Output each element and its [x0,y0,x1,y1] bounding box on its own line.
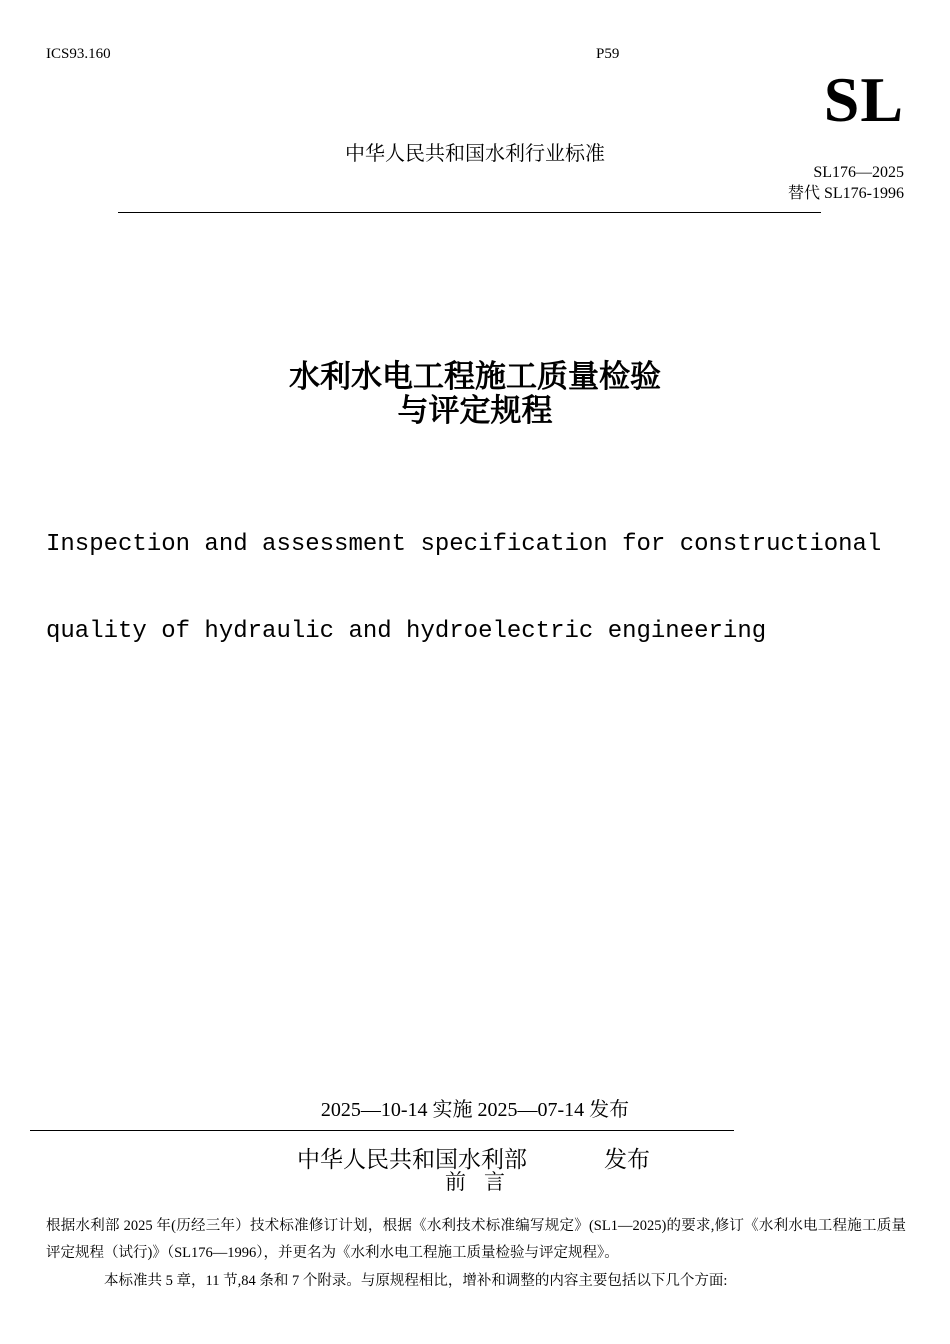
sl-logo: SL [823,64,904,135]
title-english [46,472,916,675]
foreword-heading: 前言 [445,1170,523,1194]
foreword-paragraph-2: 本标准共 5 章，11 节,84 条和 7 个附录。与原规程相比，增补和调整的内容主要包括以下几个方面: [104,1273,728,1289]
footer-divider [30,1130,734,1131]
issuing-authority: 中华人民共和国水利部 [297,1147,527,1173]
title-chinese-line1: 水利水电工程施工质量检验 [289,359,661,395]
ics-code: ICS93.160 [46,46,111,62]
replaces-standard: 替代 SL176-1996 [787,185,904,202]
header-divider [118,212,821,213]
title-chinese [0,360,950,428]
standard-number-block [788,162,904,204]
foreword-paragraph-1: 根据水利部 2025 年(历经三年）技术标准修订计划，根据《水利技术标准编写规定》(SL1—2025)的要求,修订《水利水电工程施工质量评定规程（试行)》（SL176—1996），并更名为《水利水电工程施工质量检验与评定规程》。 [46,1218,906,1261]
title-english-line1: Inspection and assessment specification for constructional [46,531,882,558]
issuing-action: 发布 [604,1147,650,1173]
standard-number: SL176—2025 [813,164,904,181]
standard-category: 中华人民共和国水利行业标准 [345,141,605,165]
title-chinese-line2: 与评定规程 [397,393,553,429]
title-english-line2: quality of hydraulic and hydroelectric engineering [46,618,767,645]
effective-and-publish-dates: 2025—10-14 实施 2025—07-14 发布 [320,1099,630,1121]
classification-code: P59 [596,46,620,62]
